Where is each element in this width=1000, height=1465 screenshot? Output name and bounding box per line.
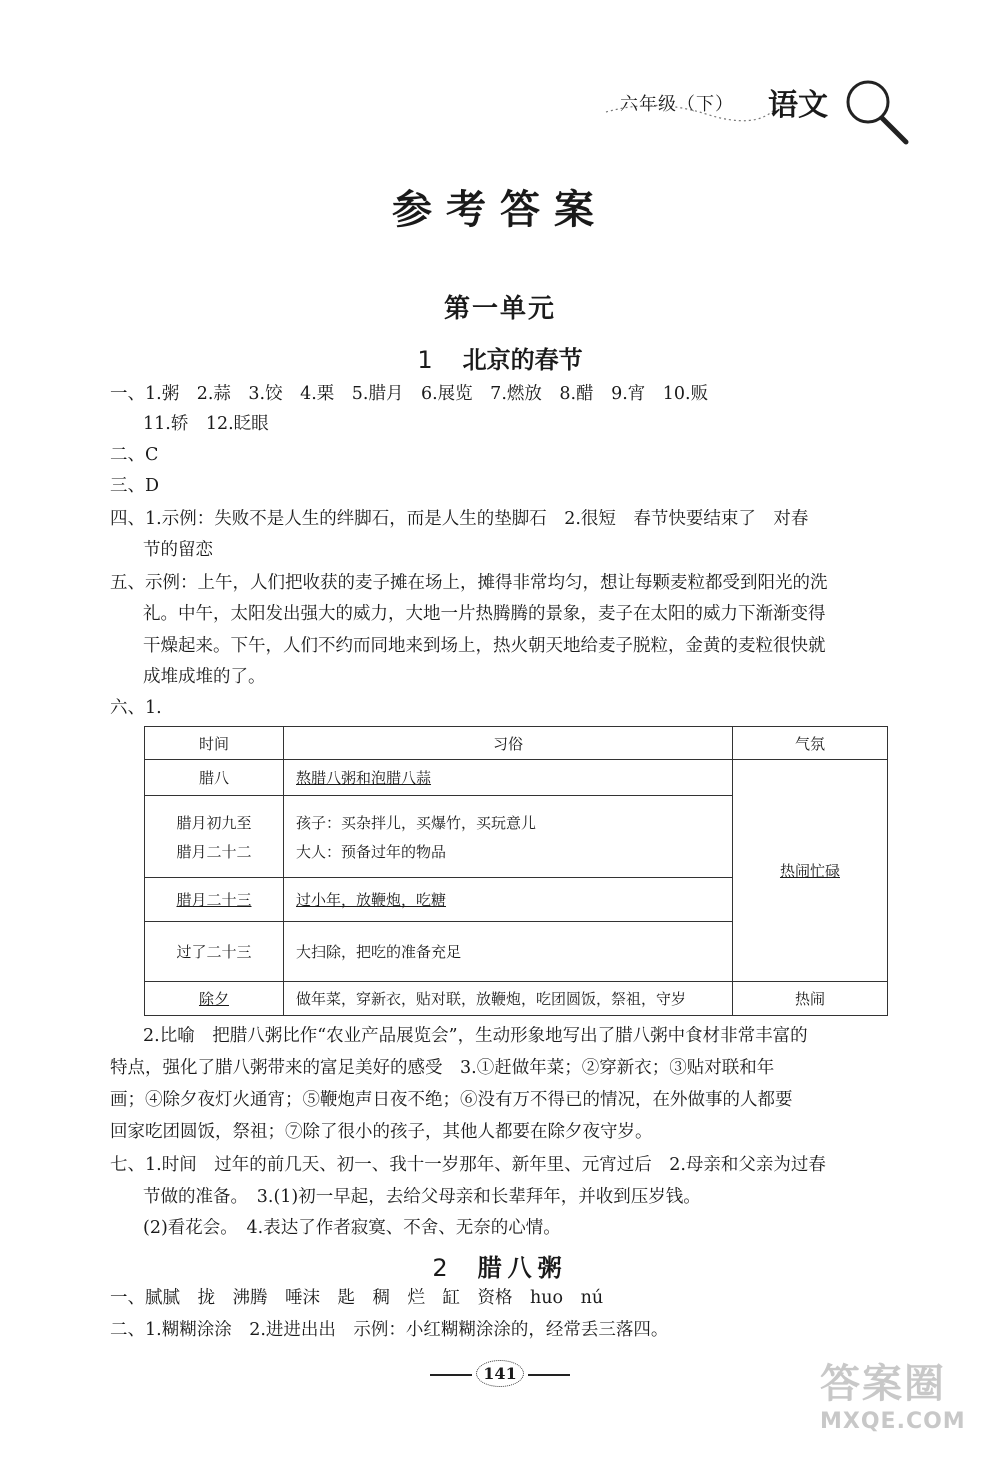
header-badge [596, 78, 916, 148]
header-time: 时间 [145, 727, 284, 760]
header-custom: 习俗 [284, 727, 733, 760]
page-title: 参考答案 [392, 186, 608, 233]
answer-line: 六、1. [110, 698, 162, 718]
answer-line: 特点，强化了腊八粥带来的富足美好的感受 3.①赶做年菜；②穿新衣；③贴对联和年 [110, 1058, 775, 1078]
cell-time: 除夕 [145, 982, 284, 1016]
cell-custom: 过小年，放鞭炮，吃糖 [284, 878, 733, 922]
answer-line: 一、腻腻 拢 沸腾 唾沫 匙 稠 烂 缸 资格 huo nú [110, 1288, 604, 1308]
cell-custom: 做年菜，穿新衣，贴对联，放鞭炮，吃团圆饭，祭祖，守岁 [284, 982, 733, 1016]
lesson-2-number: 2 [432, 1254, 448, 1282]
answer-line: 三、D [110, 476, 160, 496]
cell-custom: 孩子：买杂拌儿，买爆竹，买玩意儿 大人：预备过年的物品 [284, 796, 733, 878]
cell-time: 腊八 [145, 760, 284, 796]
answer-line: 干燥起来。下午，人们不约而同地来到场上，热火朝天地给麦子脱粒，金黄的麦粒很快就 [143, 636, 826, 656]
table-header-row [145, 727, 888, 760]
cell-custom: 大扫除，把吃的准备充足 [284, 922, 733, 982]
answer-line: (2)看花会。 4.表达了作者寂寞、不舍、无奈的心情。 [143, 1218, 561, 1238]
table-row [145, 760, 888, 796]
answer-line: 画；④除夕夜灯火通宵；⑤鞭炮声日夜不绝；⑥没有万不得已的情况，在外做事的人都要 [110, 1090, 793, 1110]
page-number: 141 [0, 1360, 1000, 1387]
customs-table [144, 726, 888, 1016]
answer-line: 11.轿 12.眨眼 [143, 414, 269, 434]
answer-line: 2.比喻 把腊八粥比作“农业产品展览会”，生动形象地写出了腊八粥中食材非常丰富的 [143, 1026, 808, 1046]
lesson-1-number: 1 [417, 346, 433, 374]
answer-line: 成堆成堆的了。 [143, 667, 266, 687]
cell-atmosphere: 热闹 [733, 982, 888, 1016]
cell-custom: 熬腊八粥和泡腊八蒜 [284, 760, 733, 796]
cell-atmosphere: 热闹忙碌 [733, 760, 888, 982]
table-row [145, 982, 888, 1016]
answer-line: 回家吃团圆饭，祭祖；⑦除了很小的孩子，其他人都要在除夕夜守岁。 [110, 1122, 653, 1142]
answer-line: 五、示例：上午，人们把收获的麦子摊在场上，摊得非常均匀，想让每颗麦粒都受到阳光的洗 [110, 573, 828, 593]
unit-title: 第一单元 [443, 294, 556, 324]
cell-time: 腊月二十三 [145, 878, 284, 922]
lesson-2-name: 腊八粥 [477, 1254, 568, 1282]
answer-line: 七、1.时间 过年的前几天、初一、我十一岁那年、新年里、元宵过后 2.母亲和父亲为过春 [110, 1155, 826, 1175]
watermark: 答案圈 MXQE.COM [820, 1361, 966, 1434]
answer-line: 礼。中午，太阳发出强大的威力，大地一片热腾腾的景象，麦子在太阳的威力下渐渐变得 [143, 604, 826, 624]
cell-time: 腊月初九至 腊月二十二 [145, 796, 284, 878]
answer-line: 节的留恋 [143, 540, 213, 560]
grade-label: 六年级（下） [620, 94, 734, 115]
lesson-2-title [0, 1248, 1000, 1283]
answer-line: 二、1.糊糊涂涂 2.进进出出 示例：小红糊糊涂涂的，经常丢三落四。 [110, 1320, 669, 1340]
answer-line: 二、C [110, 445, 159, 465]
answer-line: 四、1.示例：失败不是人生的绊脚石，而是人生的垫脚石 2.很短 春节快要结束了 对春 [110, 509, 809, 529]
header-atmosphere: 气氛 [733, 727, 888, 760]
answer-line: 一、1.粥 2.蒜 3.饺 4.栗 5.腊月 6.展览 7.燃放 8.醋 9.宵 10.贩 [110, 384, 709, 404]
lesson-1-title [0, 340, 1000, 375]
subject-label: 语文 [768, 88, 828, 123]
cell-time: 过了二十三 [145, 922, 284, 982]
lesson-1-name: 北京的春节 [462, 346, 583, 374]
answer-line: 节做的准备。 3.(1)初一早起，去给父母亲和长辈拜年，并收到压岁钱。 [143, 1187, 701, 1207]
